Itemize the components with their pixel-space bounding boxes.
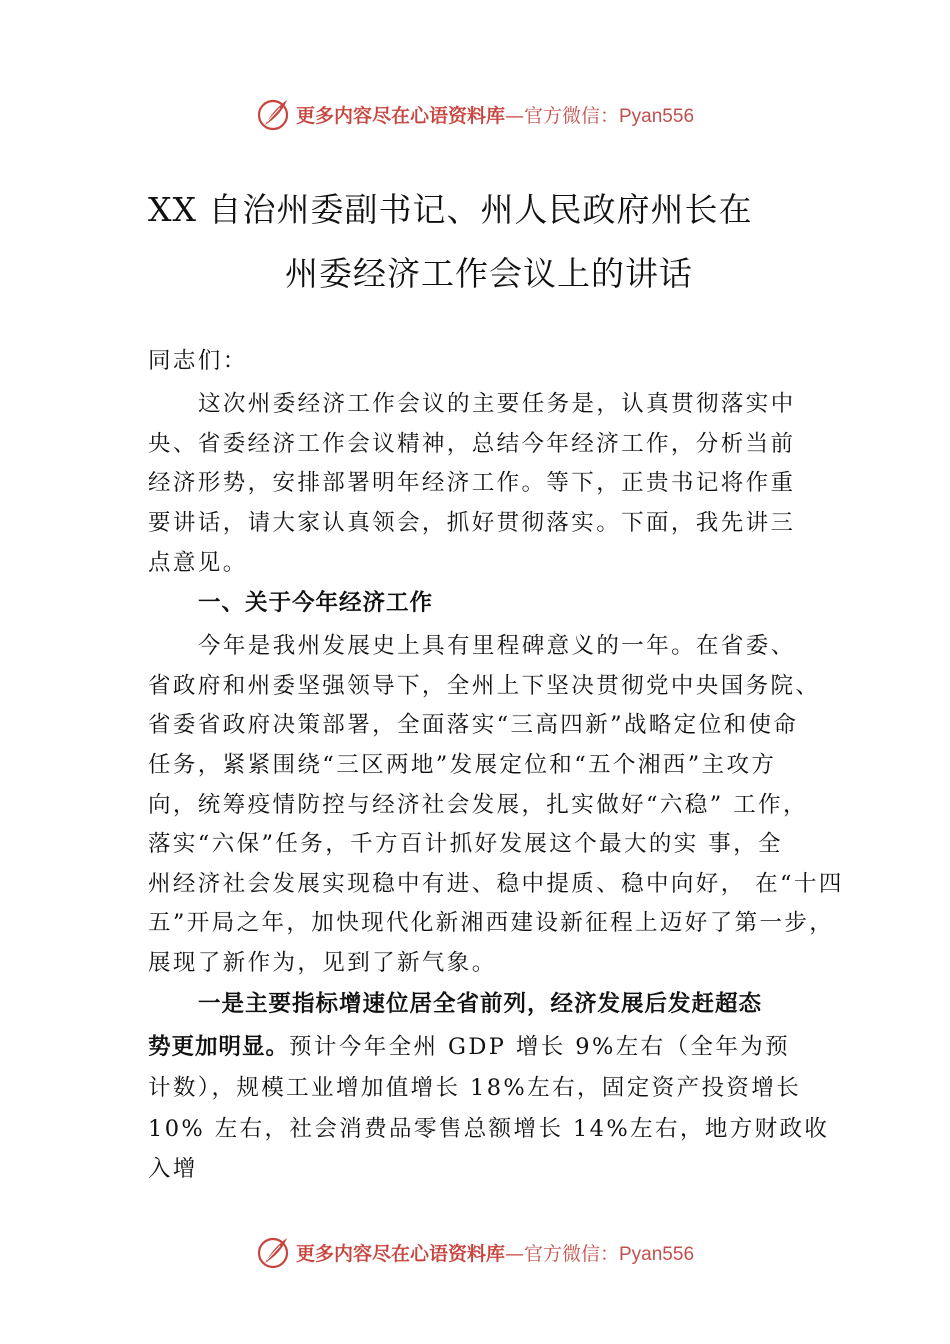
paragraph-line: 点意见。: [148, 550, 248, 576]
paragraph-line: 计数），规模工业增加值增长 18%左右，固定资产投资增长: [148, 1075, 802, 1101]
feather-quill-logo: [256, 1234, 292, 1270]
paragraph-line: 央、省委经济工作会议精神，总结今年经济工作，分析当前: [148, 431, 796, 457]
feather-quill-logo: [256, 96, 292, 132]
paragraph-line: 五”开局之年，加快现代化新湘西建设新征程上迈好了第一步，: [148, 910, 835, 936]
watermark-text: 更多内容尽在心语资料库—官方微信：Pyan556: [295, 104, 695, 127]
paragraph-line: 今年是我州发展史上具有里程碑意义的一年。在省委、: [198, 633, 796, 659]
paragraph-line: 10% 左右，社会消费品零售总额增长 14%左右，地方财政收: [148, 1116, 830, 1142]
paragraph-line: 入增: [148, 1156, 198, 1182]
paragraph-line: 省委省政府决策部署，全面落实“三高四新”战略定位和使命: [148, 712, 799, 738]
paragraph-line: 要讲话，请大家认真领会，抓好贯彻落实。下面，我先讲三: [148, 510, 796, 536]
paragraph-line: 经济形势，安排部署明年经济工作。等下，正贵书记将作重: [148, 470, 796, 496]
point-heading-tail: 势更加明显。: [148, 1034, 290, 1060]
document-title-line-2: 州委经济工作会议上的讲话: [285, 254, 693, 293]
watermark-text: 更多内容尽在心语资料库—官方微信：Pyan556: [295, 1242, 695, 1265]
paragraph-line: [148, 1032, 790, 1062]
footer-watermark: [0, 1232, 950, 1272]
paragraph-line: 展现了新作为，见到了新气象。: [148, 950, 497, 976]
paragraph-line: 省政府和州委坚强领导下，全州上下坚决贯彻党中央国务院、: [148, 673, 821, 699]
paragraph-line: 州经济社会发展实现稳中有进、稳中提质、稳中向好， 在“十四: [148, 871, 844, 897]
paragraph-line: 任务，紧紧围绕“三区两地”发展定位和“五个湘西”主攻方: [148, 752, 777, 778]
paragraph-text: 预计今年全州 GDP 增长 9%左右（全年为预: [289, 1034, 791, 1060]
header-watermark: [0, 94, 950, 134]
point-heading: 一是主要指标增速位居全省前列，经济发展后发赶超态: [198, 991, 763, 1017]
paragraph-line: 向，统筹疫情防控与经济社会发展，扎实做好“六稳” 工作，: [148, 792, 808, 818]
paragraph-line: 落实“六保”任务，千方百计抓好发展这个最大的实 事，全: [148, 831, 783, 857]
paragraph-line: 这次州委经济工作会议的主要任务是，认真贯彻落实中: [198, 391, 796, 417]
section-heading: 一、关于今年经济工作: [198, 590, 434, 616]
document-title-line-1: XX 自治州委副书记、州人民政府州长在: [148, 190, 753, 229]
salutation: 同志们：: [148, 348, 248, 374]
